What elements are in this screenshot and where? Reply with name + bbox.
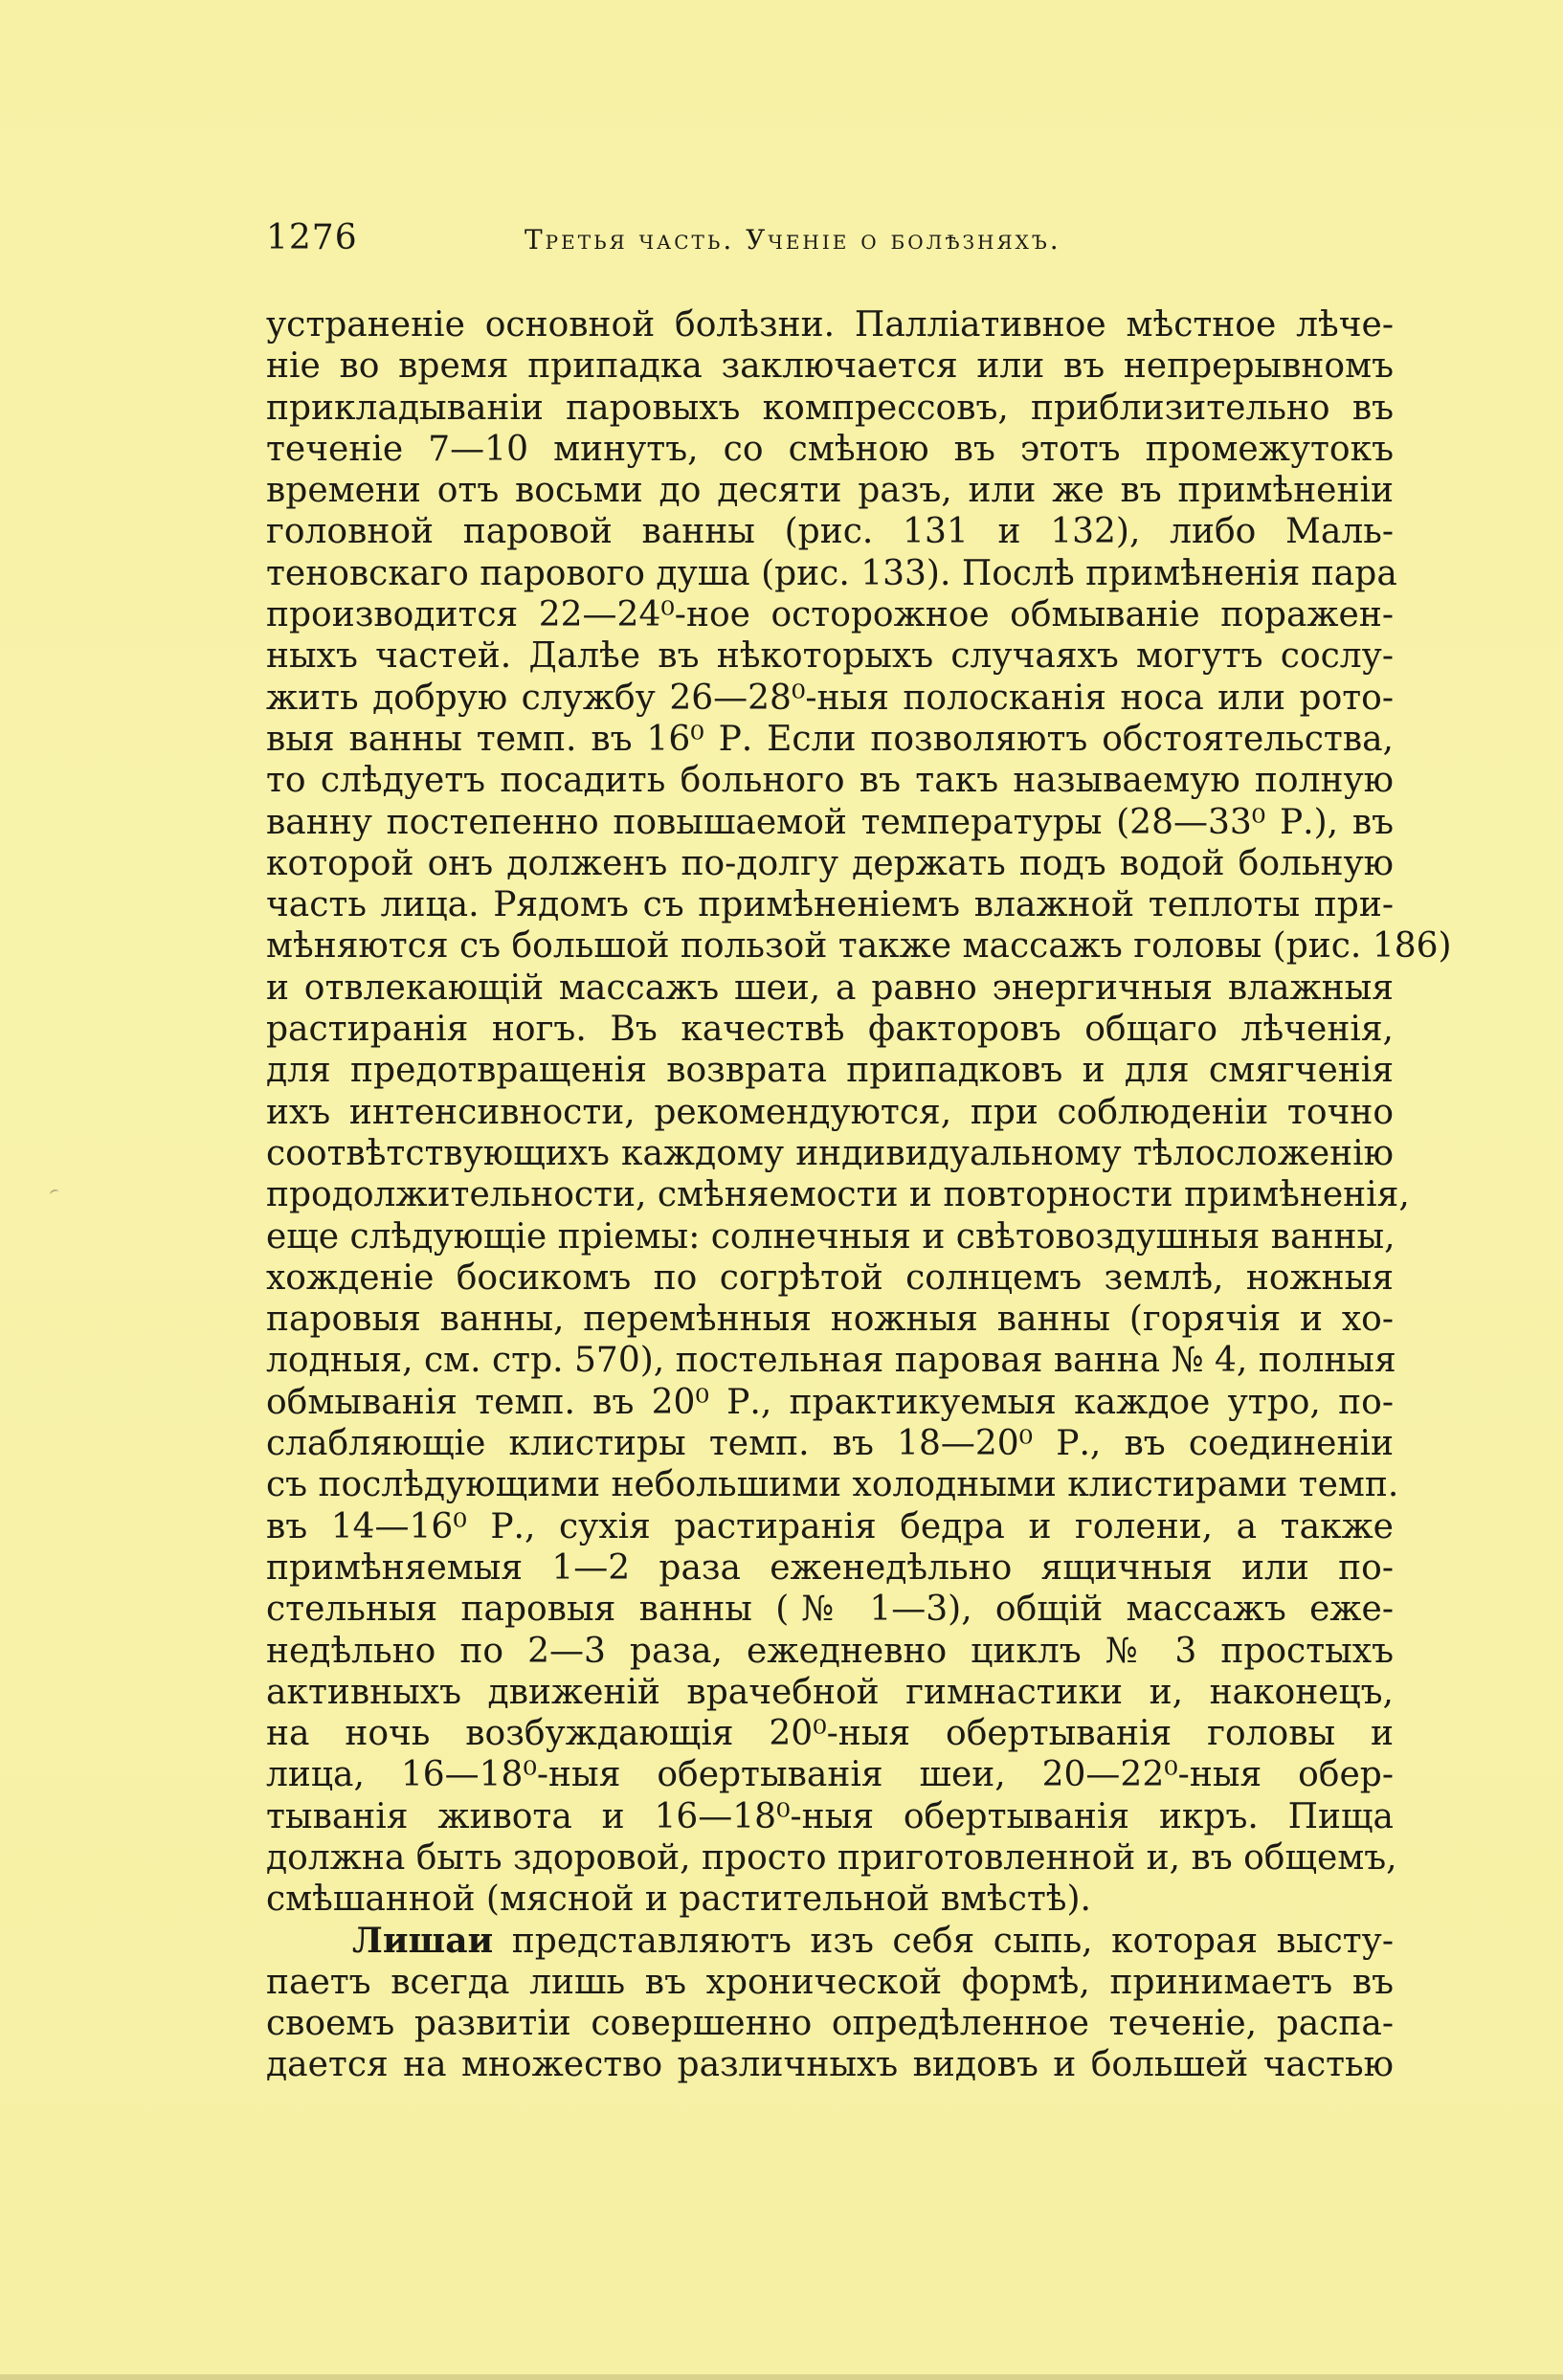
text-line: недѣльно по 2—3 раза, ежедневно циклъ № 3 простыхъ xyxy=(266,1631,1394,1671)
body-text xyxy=(266,304,1452,2086)
text-line: активныхъ движеній врачебной гимнастики и, наконецъ, xyxy=(266,1672,1394,1712)
text-line: стельныя паровыя ванны (№ 1—3), общій массажъ еже- xyxy=(266,1590,1394,1630)
text-line: выя ванны темп. въ 16⁰ Р. Если позволяютъ обстоятельства, xyxy=(266,719,1394,759)
text-line: часть лица. Рядомъ съ примѣненіемъ влажной теплоты при- xyxy=(266,885,1394,925)
page-edge xyxy=(0,2374,1563,2380)
text-line: ихъ интенсивности, рекомендуются, при соблюденіи точно xyxy=(266,1092,1394,1132)
text-line: смѣшанной (мясной и растительной вмѣстѣ). xyxy=(266,1880,1091,1920)
text-line: устраненіе основной болѣзни. Палліативное мѣстное лѣче- xyxy=(266,305,1394,345)
text-line: которой онъ долженъ по-долгу держать подъ водой больную xyxy=(266,843,1394,883)
text-line: хожденіе босикомъ по согрѣтой солнцемъ землѣ, ножныя xyxy=(266,1257,1394,1298)
text-line: паровыя ванны, перемѣнныя ножныя ванны (горячія и хо- xyxy=(266,1300,1394,1340)
lead-line-rest: представляютъ изъ себя сыпь, которая высту- xyxy=(493,1921,1394,1961)
text-line: въ 14—16⁰ Р., сухія растиранія бедра и голени, а также xyxy=(266,1506,1394,1546)
lead-word: Лишаи xyxy=(352,1920,494,1961)
text-line: мѣняются съ большой пользой также массажъ головы (рис. 186) xyxy=(266,926,1452,967)
text-line: съ послѣдующими небольшими холодными клистирами темп. xyxy=(266,1465,1399,1505)
paragraph-1 xyxy=(266,304,1452,1921)
text-line: продолжительности, смѣняемости и повторности примѣненія, xyxy=(266,1175,1410,1215)
text-line: на ночь возбуждающія 20⁰-ныя обертыванія головы и xyxy=(266,1714,1394,1754)
text-line: своемъ развитіи совершенно опредѣленное теченіе, распа- xyxy=(266,2004,1394,2044)
text-line: и отвлекающій массажъ шеи, а равно энергичныя влажныя xyxy=(266,968,1394,1008)
paragraph-2 xyxy=(266,1921,1394,2086)
text-line: паетъ всегда лишь въ хронической формѣ, принимаетъ въ xyxy=(266,1962,1394,2002)
text-line: теновскаго парового душа (рис. 133). Послѣ примѣненія пара xyxy=(266,553,1397,593)
text-line: лица, 16—18⁰-ныя обертыванія шеи, 20—22⁰-ныя обер- xyxy=(266,1755,1394,1795)
running-head: Третья часть. Ученіе о болѣзняхъ. xyxy=(525,224,1061,256)
text-line: времени отъ восьми до десяти разъ, или же въ примѣненіи xyxy=(266,471,1394,511)
text-line: лодныя, см. стр. 570), постельная паровая ванна № 4, полныя xyxy=(266,1341,1396,1381)
text-line: должна быть здоровой, просто приготовленной и, въ общемъ, xyxy=(266,1837,1397,1878)
text-line: ныхъ частей. Далѣе въ нѣкоторыхъ случаяхъ могутъ сослу- xyxy=(266,636,1394,677)
text-line: тыванія живота и 16—18⁰-ныя обертыванія икръ. Пища xyxy=(266,1796,1394,1836)
text-line xyxy=(266,1921,1394,1962)
text-line: дается на множество различныхъ видовъ и большей частью xyxy=(266,2045,1394,2085)
text-line: прикладываніи паровыхъ компрессовъ, приблизительно въ xyxy=(266,388,1394,428)
text-line: еще слѣдующіе пріемы: солнечныя и свѣтовоздушныя ванны, xyxy=(266,1216,1396,1257)
text-line: растиранія ногъ. Въ качествѣ факторовъ общаго лѣченія, xyxy=(266,1010,1394,1050)
page-number: 1276 xyxy=(266,218,358,257)
text-line: обмыванія темп. въ 20⁰ Р., практикуемыя каждое утро, по- xyxy=(266,1382,1394,1422)
text-line: то слѣдуетъ посадить больного въ такъ называемую полную xyxy=(266,761,1394,801)
page-header xyxy=(266,218,1396,266)
text-line: соотвѣтствующихъ каждому индивидуальному тѣлосложенію xyxy=(266,1133,1394,1173)
text-line: теченіе 7—10 минутъ, со смѣною въ этотъ промежутокъ xyxy=(266,429,1394,469)
text-line: ніе во время припадка заключается или въ непрерывномъ xyxy=(266,346,1394,387)
text-line: примѣняемыя 1—2 раза еженедѣльно ящичныя или по- xyxy=(266,1547,1394,1588)
text-line: головной паровой ванны (рис. 131 и 132), либо Маль- xyxy=(266,512,1394,552)
text-line: для предотвращенія возврата припадковъ и для смягченія xyxy=(266,1051,1394,1091)
text-line: производится 22—24⁰-ное осторожное обмываніе поражен- xyxy=(266,595,1394,635)
text-line: ванну постепенно повышаемой температуры (28—33⁰ Р.), въ xyxy=(266,802,1394,842)
text-line: жить добрую службу 26—28⁰-ныя полосканія носа или рото- xyxy=(266,678,1394,718)
text-line: слабляющіе клистиры темп. въ 18—20⁰ Р., въ соединеніи xyxy=(266,1424,1394,1464)
margin-mark xyxy=(49,1189,60,1199)
